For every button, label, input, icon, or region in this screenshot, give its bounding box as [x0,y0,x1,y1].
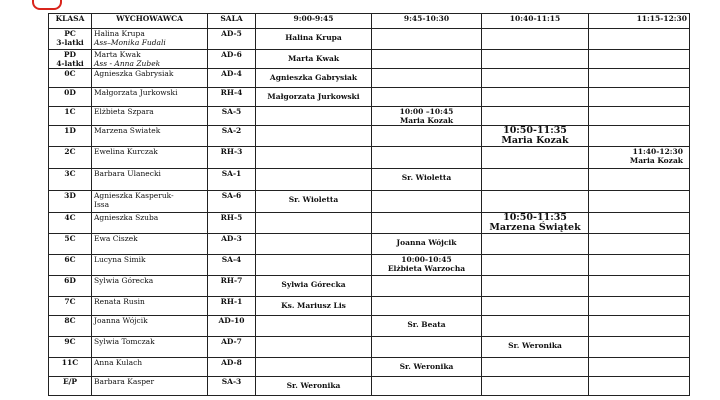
slot-4-cell [589,88,690,107]
class-line: 1D [64,126,76,135]
slot-2-cell [372,169,482,191]
class-cell [49,297,92,316]
slot-3-cell [482,297,589,316]
table-row [49,358,690,377]
slot-3-cell [482,50,589,69]
slot-2-cell [372,234,482,255]
room-cell: SA-4 [208,255,256,276]
teacher-line: Halina Krupa [94,29,145,38]
slot-2-cell [372,88,482,107]
teacher-cell [92,69,208,88]
class-line: 1C [64,107,76,116]
teacher-cell [92,50,208,69]
table-row [49,297,690,316]
room-cell: AD-4 [208,69,256,88]
slot-text: Sylwia Górecka [281,280,346,289]
teacher-cell [92,88,208,107]
slot-4-cell [589,337,690,358]
slot-text: 10:00 –10:45 [399,107,454,116]
room-cell: SA-6 [208,191,256,213]
header-wychowawca: WYCHOWAWCA [92,14,208,29]
class-cell [49,234,92,255]
teacher-line: Lucyna Simik [94,255,146,264]
teacher-cell [92,191,208,213]
room-cell: RH-1 [208,297,256,316]
logo-mark [32,0,62,10]
teacher-line: Renata Rusin [94,297,145,306]
slot-1-cell [256,255,372,276]
slot-4-cell [589,234,690,255]
slot-1-cell [256,147,372,169]
slot-text: Sr. Beata [407,320,446,329]
slot-3-cell [482,69,589,88]
slot-4-cell [589,126,690,147]
teacher-cell [92,213,208,234]
teacher-line: Sylwia Tomczak [94,337,155,346]
schedule-table [48,13,690,396]
slot-text: Sr. Wioletta [288,195,339,204]
teacher-cell [92,126,208,147]
teacher-line: Marzena Swiatek [94,126,161,135]
class-cell [49,255,92,276]
slot-1-cell [256,107,372,126]
table-row [49,255,690,276]
class-line: 6C [64,255,76,264]
class-cell [49,29,92,50]
class-line: 0C [64,69,76,78]
teacher-cell [92,337,208,358]
teacher-line: Ass - Anna Zubek [94,59,161,68]
room-cell: RH-3 [208,147,256,169]
slot-text: Agnieszka Gabrysiak [269,73,358,82]
slot-text: Maria Kozak [501,135,569,146]
slot-1-cell [256,169,372,191]
slot-3-cell [482,255,589,276]
teacher-cell [92,29,208,50]
slot-1-cell [256,234,372,255]
room-cell: AD-7 [208,337,256,358]
room-cell: RH-5 [208,213,256,234]
table-row [49,234,690,255]
room-cell: SA-3 [208,377,256,396]
teacher-cell [92,358,208,377]
slot-4-cell [589,191,690,213]
slot-4-cell [589,377,690,396]
teacher-line: Sylwia Górecka [94,276,154,285]
slot-4-cell [589,107,690,126]
class-line: 4C [64,213,76,222]
teacher-line: Małgorzata Jurkowski [94,88,178,97]
slot-1-cell [256,297,372,316]
slot-4-cell [589,213,690,234]
room-cell: AD-5 [208,29,256,50]
slot-text: Sr. Weronika [508,341,562,350]
class-cell [49,358,92,377]
slot-2-cell [372,377,482,396]
slot-2-cell [372,316,482,337]
table-row [49,169,690,191]
class-line: 7C [64,297,76,306]
class-line: PC [64,29,76,38]
teacher-cell [92,169,208,191]
class-cell [49,377,92,396]
header-slot-4: 11:15-12:30 [589,14,690,29]
slot-3-cell [482,88,589,107]
slot-text: 10:50-11:35 [503,212,567,223]
class-line: 6D [64,276,76,285]
slot-text: Maria Kozak [399,116,454,125]
slot-3-cell [482,377,589,396]
class-cell [49,213,92,234]
teacher-cell [92,276,208,297]
teacher-line: Ewa Ciszek [94,234,138,243]
slot-2-cell [372,147,482,169]
teacher-cell [92,297,208,316]
slot-3-cell [482,234,589,255]
class-cell [49,126,92,147]
slot-4-cell [589,276,690,297]
class-cell [49,191,92,213]
slot-2-cell [372,358,482,377]
room-cell: AD-3 [208,234,256,255]
teacher-line: Barbara Ulanecki [94,169,161,178]
table-row [49,107,690,126]
teacher-cell [92,377,208,396]
teacher-line: Elżbieta Szpara [94,107,154,116]
slot-text: Małgorzata Jurkowski [267,92,360,101]
slot-1-cell [256,316,372,337]
table-row [49,276,690,297]
teacher-cell [92,234,208,255]
slot-2-cell [372,29,482,50]
class-cell [49,88,92,107]
room-cell: AD-6 [208,50,256,69]
table-row [49,29,690,50]
table-row [49,69,690,88]
class-line: 0D [64,88,76,97]
slot-3-cell [482,191,589,213]
header-row [49,14,690,29]
slot-text: Marzena Świątek [489,222,581,233]
slot-text: Sr. Weronika [286,381,341,390]
class-line: E/P [62,377,78,386]
room-cell: RH-7 [208,276,256,297]
slot-4-cell [589,50,690,69]
slot-1-cell [256,88,372,107]
slot-text: 10:50-11:35 [503,125,567,136]
class-cell [49,69,92,88]
slot-1-cell [256,69,372,88]
class-cell [49,316,92,337]
slot-4-cell [589,29,690,50]
slot-4-cell [589,358,690,377]
table-row [49,316,690,337]
class-line: 9C [64,337,76,346]
class-cell [49,276,92,297]
class-line: 8C [64,316,76,325]
slot-4-cell [589,297,690,316]
table-row [49,377,690,396]
teacher-line: Barbara Kasper [94,377,155,386]
table-row [49,213,690,234]
slot-text: Maria Kozak [629,156,683,165]
slot-4-cell [589,255,690,276]
slot-4-cell [589,147,690,169]
class-line: 2C [64,147,76,156]
header-slot-2: 9:45-10:30 [372,14,482,29]
slot-2-cell [372,213,482,234]
room-cell: AD-8 [208,358,256,377]
room-cell: SA-5 [208,107,256,126]
slot-1-cell [256,191,372,213]
class-cell [49,107,92,126]
header-slot-1: 9:00-9:45 [256,14,372,29]
slot-1-cell [256,358,372,377]
table-row [49,50,690,69]
teacher-line: Agnieszka Kasperuk- [94,191,174,200]
teacher-line: Agnieszka Gabrysiak [94,69,174,78]
room-cell: RH-4 [208,88,256,107]
slot-3-cell [482,107,589,126]
slot-1-cell [256,276,372,297]
slot-3-cell [482,147,589,169]
teacher-cell [92,255,208,276]
class-cell [49,50,92,69]
teacher-line: Issa [94,200,110,209]
slot-3-cell [482,213,589,234]
class-line: 5C [64,234,76,243]
slot-text: Marta Kwak [287,54,340,63]
class-line: PD [63,50,77,59]
slot-text: Sr. Weronika [399,362,454,371]
class-line: 3-latki [56,38,84,47]
slot-text: Halina Krupa [285,33,342,42]
teacher-line: Ass–Monika Fudali [94,38,166,47]
slot-2-cell [372,297,482,316]
slot-4-cell [589,169,690,191]
slot-text: Ks. Mariusz Lis [281,301,346,310]
slot-1-cell [256,377,372,396]
table-row [49,191,690,213]
room-cell: SA-2 [208,126,256,147]
class-cell [49,169,92,191]
class-line: 3C [64,169,76,178]
teacher-line: Joanna Wójcik [94,316,148,325]
table-row [49,126,690,147]
slot-3-cell [482,169,589,191]
slot-3-cell [482,29,589,50]
class-line: 4-latki [56,59,84,68]
teacher-cell [92,147,208,169]
slot-1-cell [256,337,372,358]
table-row [49,147,690,169]
room-cell: AD-10 [208,316,256,337]
slot-4-cell [589,316,690,337]
slot-text: Joanna Wójcik [396,238,457,247]
teacher-line: Marta Kwak [94,50,141,59]
header-klasa: KLASA [49,14,92,29]
teacher-line: Anna Kulach [94,358,143,367]
slot-2-cell [372,50,482,69]
slot-2-cell [372,337,482,358]
teacher-line: Agnieszka Szuba [94,213,159,222]
slot-2-cell [372,276,482,297]
teacher-cell [92,316,208,337]
slot-2-cell [372,255,482,276]
slot-2-cell [372,107,482,126]
header-sala: SALA [208,14,256,29]
table-row [49,337,690,358]
slot-text: 10:00-10:45 [401,255,452,264]
slot-1-cell [256,29,372,50]
slot-text: 11:40-12:30 [632,147,683,156]
slot-2-cell [372,191,482,213]
class-line: 11C [61,358,79,367]
slot-3-cell [482,276,589,297]
table-row [49,88,690,107]
slot-3-cell [482,337,589,358]
header-slot-3: 10:40-11:15 [482,14,589,29]
slot-2-cell [372,69,482,88]
slot-3-cell [482,126,589,147]
slot-3-cell [482,316,589,337]
class-cell [49,337,92,358]
class-cell [49,147,92,169]
teacher-line: Ewelina Kurczak [94,147,158,156]
slot-1-cell [256,213,372,234]
slot-1-cell [256,50,372,69]
slot-2-cell [372,126,482,147]
slot-text: Sr. Wioletta [401,173,452,182]
slot-4-cell [589,69,690,88]
class-line: 3D [64,191,76,200]
teacher-cell [92,107,208,126]
slot-text: Elżbieta Warzocha [387,264,466,273]
room-cell: SA-1 [208,169,256,191]
slot-3-cell [482,358,589,377]
slot-1-cell [256,126,372,147]
